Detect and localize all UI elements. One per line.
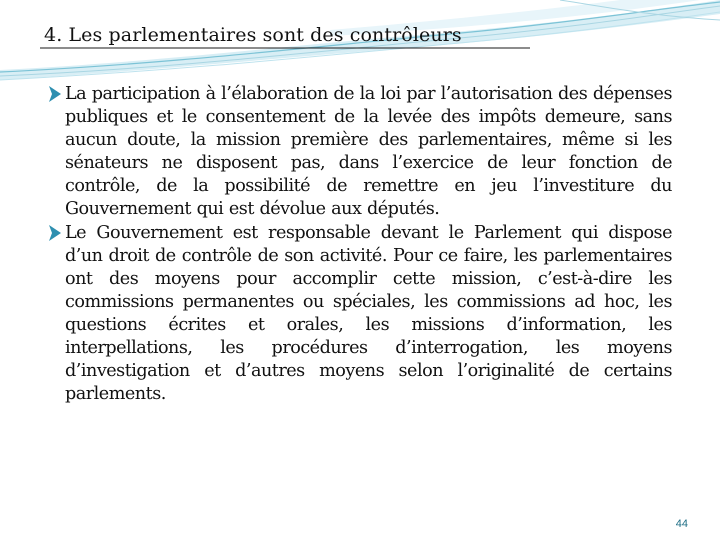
- slide-title: 4. Les parlementaires sont des contrôleurs: [44, 24, 462, 46]
- arrow-bullet-icon: [48, 85, 62, 103]
- bullet-text: La participation à l’élaboration de la loi par l’autorisation des dépenses publiques et le consentement de la levée des impôts demeure, sans aucun doute, la mission première des parlementaires, même si les sénateurs ne disposent pas, dans l’exercice de leur fonction de contrôle, de la possibilité de remettre en jeu l’investiture du Gouvernement qui est dévolue aux députés.: [65, 84, 672, 219]
- bullet-item: [48, 83, 672, 221]
- page-number: 44: [675, 518, 688, 530]
- arrow-bullet-icon: [48, 224, 62, 242]
- bullet-item: [48, 222, 672, 406]
- bullet-text: Le Gouvernement est responsable devant le Parlement qui dispose d’un droit de contrôle de son activité. Pour ce faire, les parlementaires ont des moyens pour accomplir cette mission, c’est-à-dire les commissions permanentes ou spéciales, les commissions ad hoc, les questions écrites et orales, les missions d’information, les interpellations, les procédures d’interrogation, les moyens d’investigation et d’autres moyens selon l’originalité de certains parlements.: [65, 223, 672, 404]
- slide-body: [48, 83, 672, 406]
